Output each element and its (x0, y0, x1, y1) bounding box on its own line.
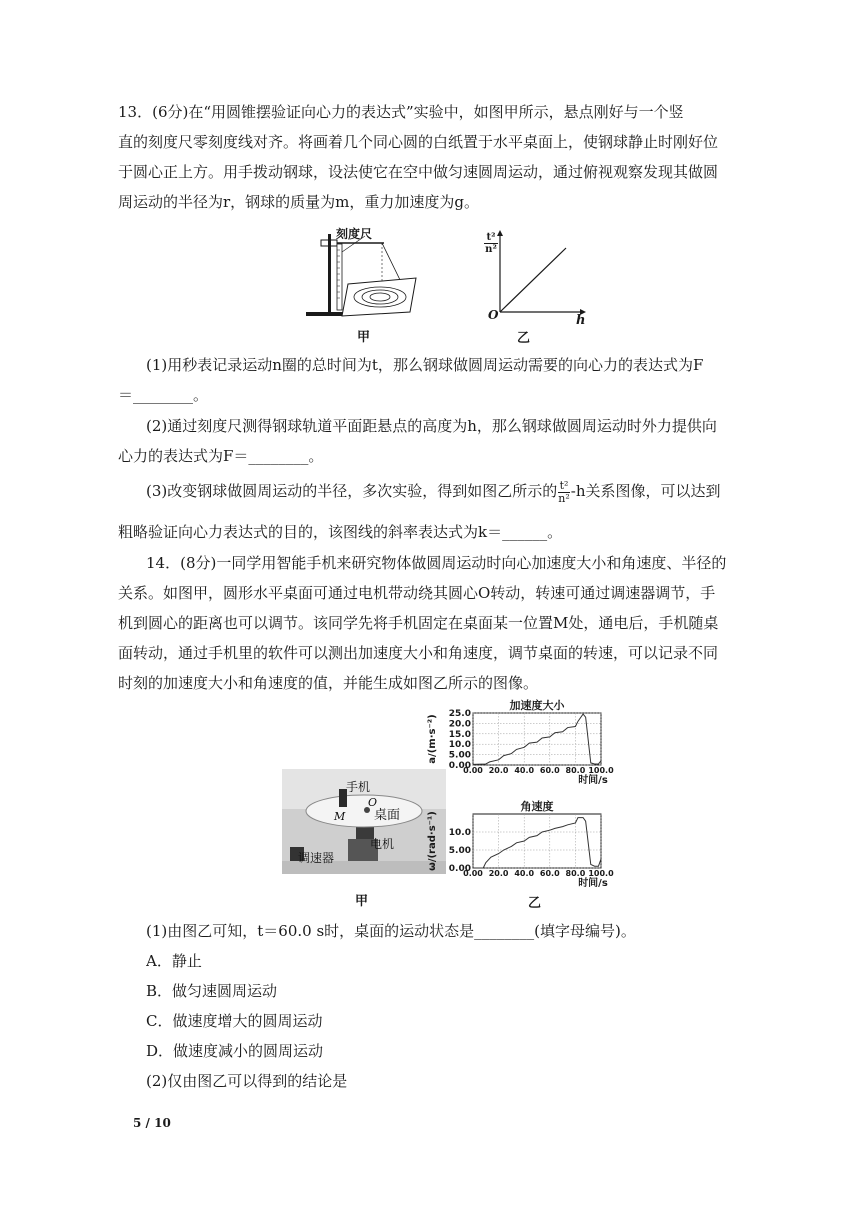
acceleration-chart (425, 696, 620, 796)
q14-line-1: 14．(8分)一同学用智能手机来研究物体做圆周运动时向心加速度大小和角速度、半径的 (146, 554, 727, 572)
x-tick-label: 60.0 (539, 766, 560, 775)
graph-x-label: h (576, 313, 586, 328)
q13-line-1: 13．(6分)在“用圆锥摆验证向心力的表达式”实验中，如图甲所示，悬点刚好与一个竖 (118, 103, 684, 121)
option-b: B．做匀速圆周运动 (146, 982, 278, 1000)
controller-label: 调速器 (298, 851, 335, 865)
fig-yi-caption-q13: 乙 (517, 331, 531, 346)
ruler-label: 刻度尺 (336, 227, 373, 241)
q13-sub3-line-1 (146, 478, 738, 508)
angular-velocity-chart (425, 796, 620, 898)
q13-line-4: 周运动的半径为r，钢球的质量为m，重力加速度为g。 (118, 193, 479, 211)
option-a: A．静止 (146, 952, 202, 970)
q14-line-2: 关系。如图甲，圆形水平桌面可通过电机带动绕其圆心O转动，转速可通过调速器调节，手 (118, 584, 716, 602)
y-axis-label: ω/(rad·s⁻¹) (427, 811, 438, 871)
q13-sub3-frac-num: t² (559, 478, 569, 492)
chart-title: 角速度 (520, 800, 554, 813)
q13-sub2-line-2: 心力的表达式为F＝________。 (118, 447, 324, 465)
q13-line-2: 直的刻度尺零刻度线对齐。将画着几个同心圆的白纸置于水平桌面上，使钢球静止时刚好位 (118, 133, 719, 151)
graph-y-label-den: n² (485, 244, 497, 255)
m-label: M (334, 810, 346, 823)
q14-line-5: 时刻的加速度大小和角速度的值，并能生成如图乙所示的图像。 (118, 674, 539, 692)
x-tick-label: 60.0 (539, 869, 560, 878)
fig-jia-caption-q14: 甲 (355, 894, 369, 909)
q13-sub1-line-1: (1)用秒表记录运动n圈的总时间为t，那么钢球做圆周运动需要的向心力的表达式为F (146, 356, 704, 374)
series-line (473, 714, 601, 764)
q13-sub3-frac-den: n² (558, 491, 570, 505)
q13-sub3-line-2: 粗略验证向心力表达式的目的，该图线的斜率表达式为k＝______。 (118, 523, 563, 541)
turntable-photo (282, 769, 446, 874)
y-tick-label: 10.0 (448, 828, 471, 838)
graph-y-label-num: t² (484, 232, 498, 244)
chart-frame (473, 814, 601, 868)
graph-origin-label: O (488, 308, 499, 322)
x-tick-label: 20.0 (488, 869, 509, 878)
q13-sub1-line-2: ＝________。 (118, 386, 209, 404)
q13-sub3-post: -h关系图像，可以达到 (570, 482, 721, 500)
y-tick-label: 15.0 (448, 729, 471, 740)
option-c: C．做速度增大的圆周运动 (146, 1012, 323, 1030)
graph-y-label (484, 232, 498, 255)
q14-sub2: (2)仅由图乙可以得到的结论是 (146, 1072, 348, 1090)
y-tick-label: 0.00 (448, 761, 471, 771)
ruler (337, 244, 342, 310)
x-axis-label: 时间/s (578, 878, 608, 889)
paper-sheet (342, 278, 416, 316)
q14-line-3: 机到圆心的距离也可以调节。该同学先将手机固定在桌面某一位置M处，通电后，手机随桌 (118, 614, 719, 632)
option-d: D．做速度减小的圆周运动 (146, 1042, 324, 1060)
x-axis-label: 时间/s (578, 775, 608, 786)
x-tick-label: 100.0 (588, 766, 614, 775)
page-number: 5 / 10 (133, 1116, 171, 1130)
x-tick-label: 20.0 (488, 766, 509, 775)
x-tick-label: 40.0 (514, 766, 535, 775)
q13-sub3-pre: (3)改变钢球做圆周运动的半径，多次实验，得到如图乙所示的 (146, 482, 558, 500)
q13-sub2-line-1: (2)通过刻度尺测得钢球轨道平面距悬点的高度为h，那么钢球做圆周运动时外力提供向 (146, 417, 717, 435)
proportional-line (500, 248, 566, 312)
o-label: O (368, 796, 378, 809)
chart-title: 加速度大小 (509, 699, 565, 712)
pendulum-apparatus-figure (298, 226, 428, 326)
q13-sub3-fraction (558, 480, 570, 505)
chart-frame (473, 713, 601, 765)
x-tick-label: 0.00 (463, 869, 483, 878)
x-tick-label: 40.0 (514, 869, 535, 878)
y-tick-label: 25.0 (448, 709, 471, 719)
q14-sub1: (1)由图乙可知，t＝60.0 s时，桌面的运动状态是________(填字母编号)。 (146, 922, 636, 940)
string (382, 243, 402, 284)
x-tick-label: 80.0 (565, 766, 586, 775)
q14-line-4: 面转动，通过手机里的软件可以测出加速度大小和角速度，调节桌面的转速，可以记录不同 (118, 644, 719, 662)
fig-yi-caption-q14: 乙 (528, 896, 542, 911)
motor-label: 电机 (370, 837, 395, 851)
x-tick-label: 0.00 (463, 766, 483, 775)
fig-jia-caption-q13: 甲 (357, 330, 371, 345)
table-label: 桌面 (374, 808, 401, 823)
x-tick-label: 100.0 (588, 869, 614, 878)
y-tick-label: 20.0 (448, 719, 471, 730)
phone-label: 手机 (346, 780, 371, 794)
q13-line-3: 于圆心正上方。用手拨动钢球，设法使它在空中做匀速圆周运动，通过俯视观察发现其做圆 (118, 163, 719, 181)
y-tick-label: 10.0 (448, 740, 471, 751)
y-tick-label: 0.00 (448, 864, 471, 874)
y-axis-label: a/(m·s⁻²) (427, 714, 438, 764)
y-tick-label: 5.00 (448, 750, 471, 761)
y-tick-label: 5.00 (448, 846, 471, 856)
series-line (473, 818, 601, 868)
turntable-disk (306, 795, 422, 827)
x-tick-label: 80.0 (565, 869, 586, 878)
